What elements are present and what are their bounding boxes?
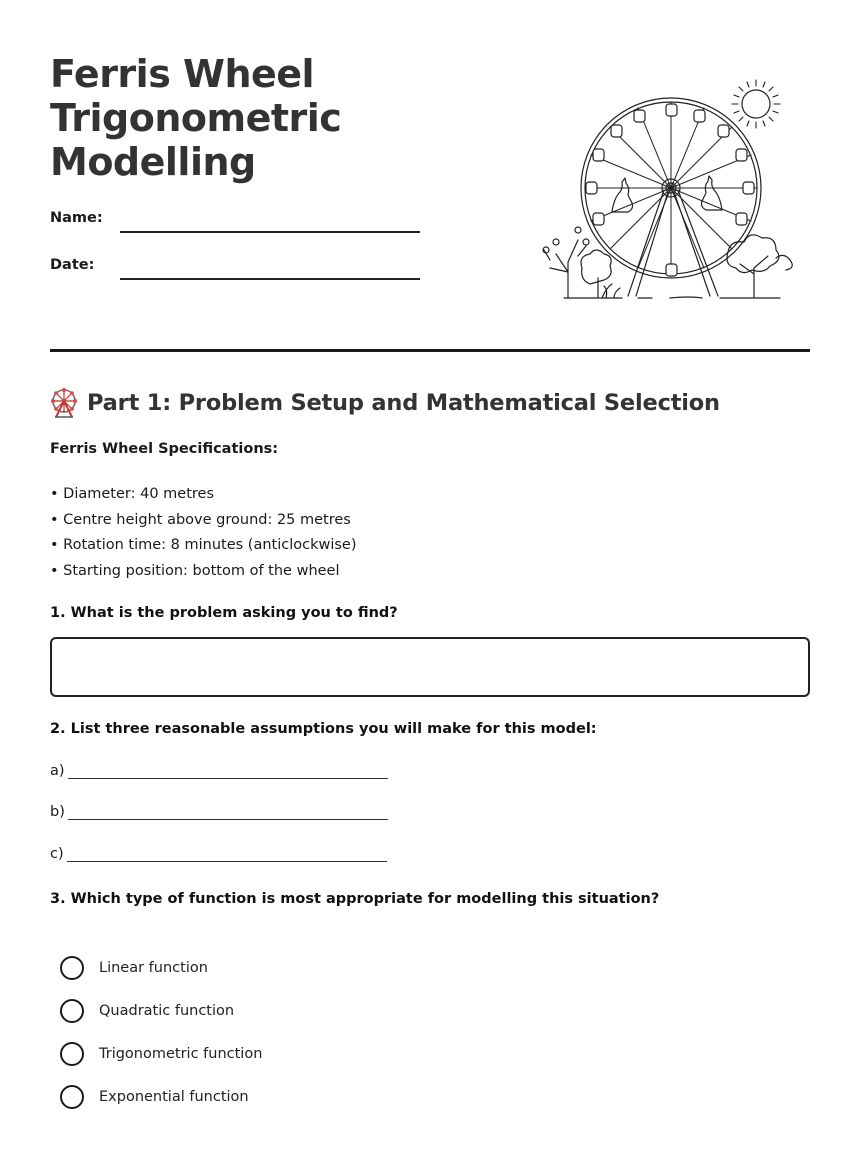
option-linear[interactable] <box>60 955 208 981</box>
specs-heading: Ferris Wheel Specifications: <box>50 441 279 457</box>
assumption-line[interactable] <box>68 764 388 779</box>
title-line-3: Modelling <box>50 140 256 184</box>
part1-heading <box>50 388 720 418</box>
option-label: Quadratic function <box>99 1003 235 1019</box>
assumption-line[interactable] <box>68 805 388 820</box>
spec-item: • Starting position: bottom of the wheel <box>50 562 340 579</box>
title-line-2: Trigonometric <box>50 96 342 140</box>
spec-item: • Rotation time: 8 minutes (anticlockwise) <box>50 537 357 553</box>
assumption-label: a) <box>50 763 65 779</box>
date-label: Date: <box>50 257 95 273</box>
radio-button[interactable] <box>60 999 84 1023</box>
question-1-answer-box[interactable] <box>50 637 810 697</box>
assumption-b[interactable] <box>50 804 388 820</box>
option-trigonometric[interactable] <box>60 1041 262 1067</box>
assumption-c[interactable] <box>50 846 387 862</box>
question-2: 2. List three reasonable assumptions you will make for this model: <box>50 721 597 737</box>
assumption-label: b) <box>50 804 65 820</box>
option-label: Linear function <box>99 960 208 976</box>
assumption-line[interactable] <box>67 847 387 862</box>
specs-list <box>50 482 357 584</box>
section-divider <box>50 349 810 352</box>
option-label: Exponential function <box>99 1089 249 1105</box>
ferris-wheel-illustration-icon <box>540 70 810 305</box>
date-field[interactable] <box>120 278 420 280</box>
radio-button[interactable] <box>60 1042 84 1066</box>
question-3: 3. Which type of function is most appropriate for modelling this situation? <box>50 891 660 907</box>
name-field[interactable] <box>120 231 420 233</box>
ferris-wheel-icon <box>50 388 78 418</box>
assumption-a[interactable] <box>50 763 388 779</box>
spec-item: • Centre height above ground: 25 metres <box>50 511 351 528</box>
part1-title: Part 1: Problem Setup and Mathematical Selection <box>87 390 720 416</box>
name-label: Name: <box>50 210 103 226</box>
title-line-1: Ferris Wheel <box>50 52 315 96</box>
spec-item: • Diameter: 40 metres <box>50 486 215 502</box>
radio-button[interactable] <box>60 1085 84 1109</box>
worksheet-title <box>50 52 341 184</box>
radio-button[interactable] <box>60 956 84 980</box>
assumption-label: c) <box>50 846 64 862</box>
option-label: Trigonometric function <box>99 1046 263 1062</box>
option-exponential[interactable] <box>60 1084 249 1110</box>
option-quadratic[interactable] <box>60 998 234 1024</box>
question-1: 1. What is the problem asking you to find? <box>50 605 398 621</box>
